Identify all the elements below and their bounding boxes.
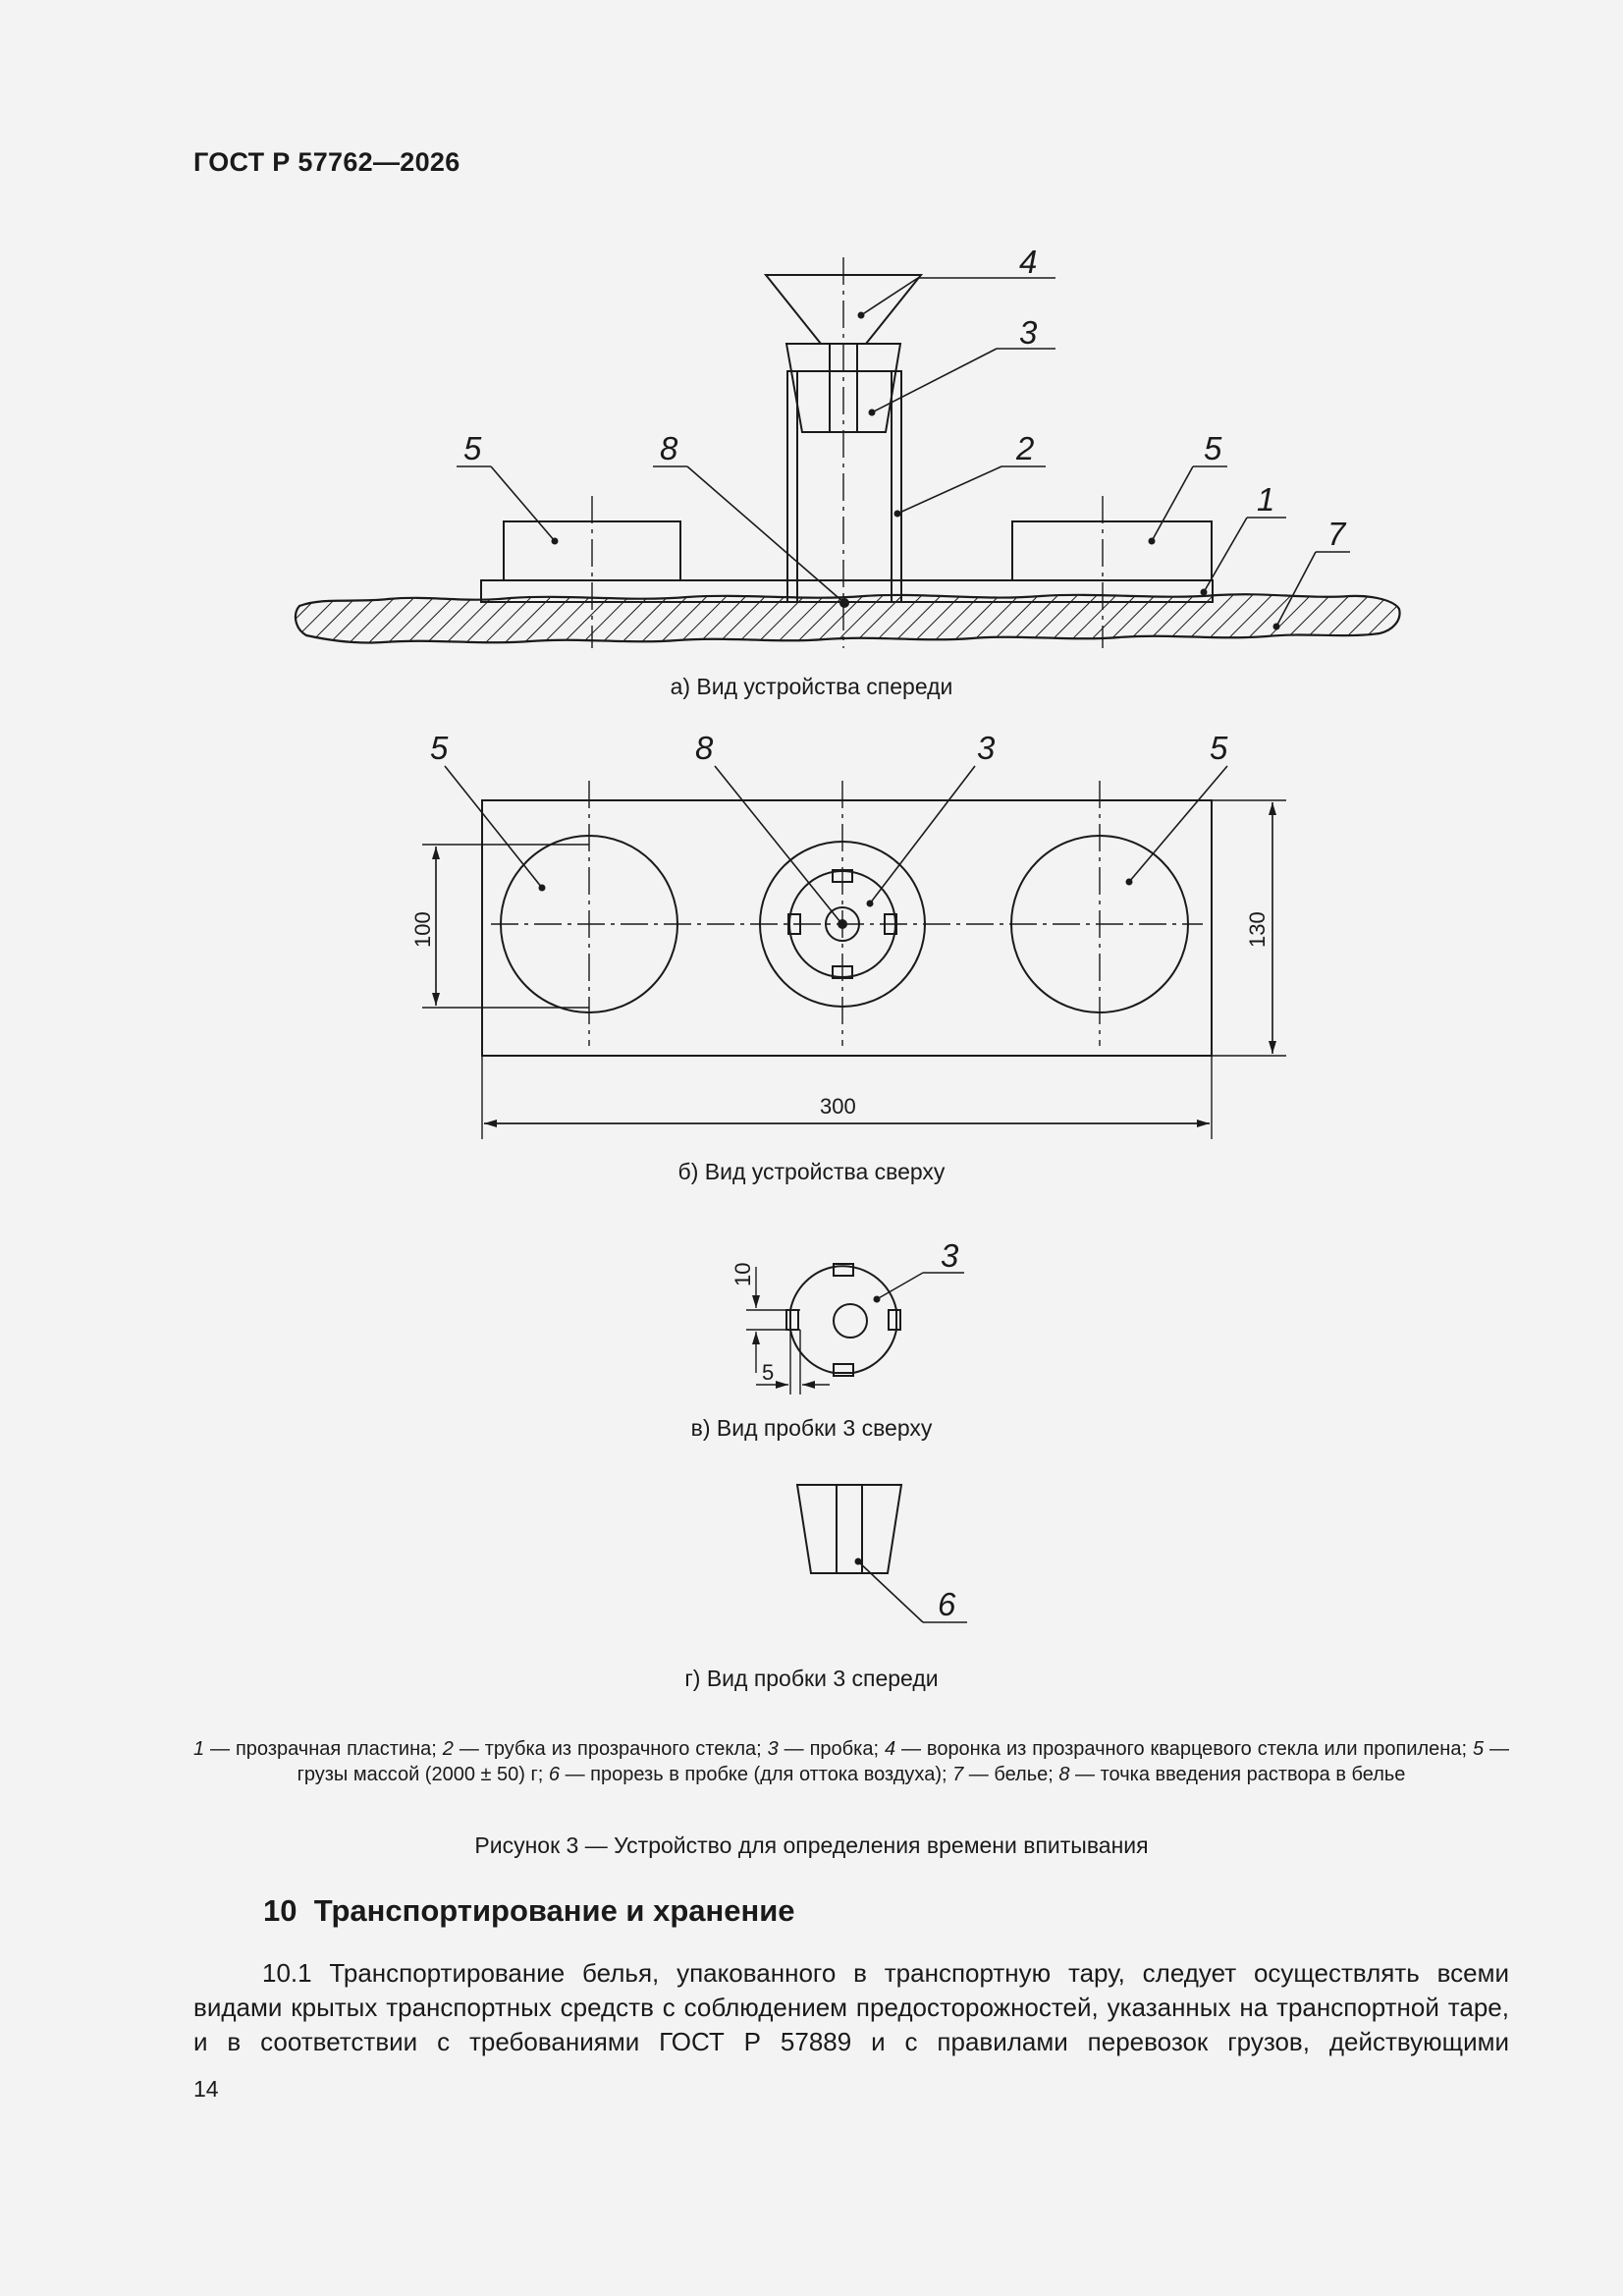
dimension-130: 130 [1245, 911, 1270, 948]
legend-num: 3 [767, 1738, 779, 1760]
legend-text: — белье; [963, 1764, 1059, 1785]
callout-3-top: 3 [977, 730, 996, 766]
dimension-100: 100 [410, 911, 435, 948]
caption-plug-top-view: в) Вид пробки 3 сверху [690, 1415, 933, 1441]
caption-front-view: а) Вид устройства спереди [670, 674, 953, 699]
callout-3-plug: 3 [941, 1237, 959, 1274]
legend-text: — точка введения раствора в белье [1069, 1764, 1406, 1785]
callout-5-front-left: 5 [463, 430, 482, 466]
callout-5-top-right: 5 [1210, 730, 1228, 766]
dimension-5: 5 [762, 1360, 775, 1385]
figure-title: Рисунок 3 — Устройство для определения времени впитывания [474, 1832, 1149, 1858]
front-view [296, 257, 1400, 648]
legend-num: 1 [193, 1738, 205, 1760]
plug-outline-top [790, 1266, 896, 1373]
weight-right [1012, 521, 1212, 580]
legend-text: — прозрачная пластина; [204, 1738, 443, 1760]
legend-num: 4 [884, 1738, 896, 1760]
dimension-300: 300 [820, 1094, 856, 1119]
page-number: 14 [193, 2076, 219, 2102]
caption-top-view: б) Вид устройства сверху [677, 1159, 946, 1184]
plug-top-detail [746, 1264, 964, 1394]
section-paragraph: 10.1 Транспортирование белья, упакованного в транспортную тару, следует осуществлять всеми видами крытых транспортных средств с соблюдением предосторожностей, указанных на транспортной таре, и в соответствии с требованиями ГОСТ Р 57889 и с правилами перевозок грузов, действующими [193, 1958, 1509, 2056]
callout-1: 1 [1257, 481, 1275, 518]
legend-num: 8 [1058, 1764, 1070, 1785]
callout-8-front: 8 [660, 430, 678, 466]
callout-2: 2 [1016, 430, 1035, 466]
plug-outline-front [797, 1485, 901, 1573]
legend-num: 2 [442, 1738, 454, 1760]
section-heading: 10 Транспортирование и хранение [263, 1893, 795, 1928]
legend-text: — воронка из прозрачного кварцевого стекла или пропилена; [895, 1738, 1473, 1760]
legend-text: — прорезь в пробке (для оттока воздуха); [560, 1764, 953, 1785]
callout-5-top-left: 5 [430, 730, 449, 766]
plate-top [482, 800, 1212, 1056]
legend-text: — грузы массой (2000 ± 50) г; [297, 1738, 1510, 1785]
dimension-10: 10 [730, 1262, 755, 1286]
legend-num: 7 [952, 1764, 964, 1785]
legend-text: — трубка из прозрачного стекла; [453, 1738, 768, 1760]
document-header: ГОСТ Р 57762—2026 [193, 147, 460, 177]
callout-6: 6 [938, 1586, 956, 1622]
legend-num: 6 [548, 1764, 561, 1785]
legend-text: — пробка; [778, 1738, 885, 1760]
callout-4: 4 [1019, 244, 1038, 280]
callout-7: 7 [1327, 516, 1346, 552]
callout-8-top: 8 [695, 730, 714, 766]
callout-5-front-right: 5 [1204, 430, 1222, 466]
figure-legend [193, 1736, 1509, 1787]
top-view [422, 766, 1286, 1139]
legend-num: 5 [1472, 1738, 1485, 1760]
caption-plug-front-view: г) Вид пробки 3 спереди [684, 1666, 939, 1691]
callout-3-front: 3 [1019, 314, 1038, 351]
